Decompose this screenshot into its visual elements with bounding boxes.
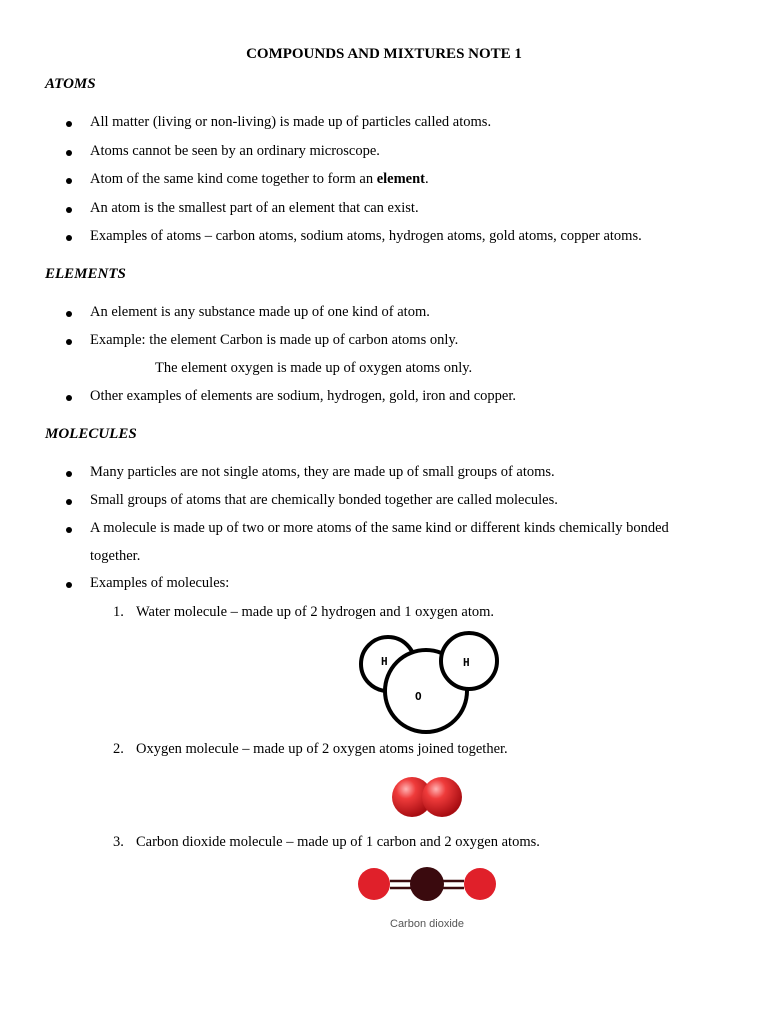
bullet-icon: [66, 527, 72, 533]
oxygen-atom-right: [464, 868, 496, 900]
bullet-icon: [66, 150, 72, 156]
atoms-item-3-bold: element: [376, 171, 426, 187]
molecules-item-4: Examples of molecules:: [90, 575, 230, 591]
molecules-item-3: A molecule is made up of two or more atoms of the same kind or different kinds chemically bonded: [90, 520, 669, 536]
example-number-2: 2.: [113, 741, 124, 757]
bullet-icon: [66, 311, 72, 317]
bullet-icon: [66, 178, 72, 184]
water-h-right-label: H: [463, 656, 470, 669]
example-text-co2: Carbon dioxide molecule – made up of 1 carbon and 2 oxygen atoms.: [136, 834, 540, 850]
molecules-item-3-continuation: together.: [90, 548, 141, 564]
bullet-icon: [66, 499, 72, 505]
bullet-icon: [66, 207, 72, 213]
elements-item-3: Other examples of elements are sodium, hydrogen, gold, iron and copper.: [90, 388, 517, 404]
oxygen-atom-left: [358, 868, 390, 900]
example-text-water: Water molecule – made up of 2 hydrogen and 1 oxygen atom.: [136, 604, 495, 620]
carbon-dioxide-diagram: [352, 862, 502, 934]
molecules-item-1: Many particles are not single atoms, they are made up of small groups of atoms.: [90, 464, 555, 480]
example-number-1: 1.: [113, 604, 124, 620]
example-number-3: 3.: [113, 834, 124, 850]
bullet-icon: [66, 395, 72, 401]
atoms-item-3-pre: Atom of the same kind come together to form an: [90, 171, 377, 187]
oxygen-atom-2: [422, 777, 462, 817]
page-title: COMPOUNDS AND MIXTURES NOTE 1: [246, 46, 522, 62]
molecules-item-2: Small groups of atoms that are chemically bonded together are called molecules.: [90, 492, 558, 508]
water-o-label: O: [415, 690, 422, 703]
oxygen-molecule-diagram: [390, 772, 470, 822]
atoms-item-1: All matter (living or non-living) is made up of particles called atoms.: [90, 114, 492, 130]
section-heading-atoms: ATOMS: [45, 76, 96, 92]
bullet-icon: [66, 471, 72, 477]
bullet-icon: [66, 235, 72, 241]
bullet-icon: [66, 121, 72, 127]
atoms-item-3-post: .: [425, 171, 429, 187]
water-h-left-label: H: [381, 655, 388, 668]
atoms-item-4: An atom is the smallest part of an element that can exist.: [90, 200, 419, 216]
section-heading-elements: ELEMENTS: [45, 266, 126, 282]
elements-item-2-continuation: The element oxygen is made up of oxygen atoms only.: [155, 360, 473, 376]
atoms-item-2: Atoms cannot be seen by an ordinary microscope.: [90, 143, 380, 159]
section-heading-molecules: MOLECULES: [45, 426, 137, 442]
atoms-item-3: [90, 171, 429, 188]
elements-item-1: An element is any substance made up of one kind of atom.: [90, 304, 430, 320]
bullet-icon: [66, 339, 72, 345]
atoms-item-5: Examples of atoms – carbon atoms, sodium atoms, hydrogen atoms, gold atoms, copper atoms.: [90, 228, 642, 244]
bullet-icon: [66, 582, 72, 588]
carbon-atom: [410, 867, 444, 901]
example-text-oxygen: Oxygen molecule – made up of 2 oxygen atoms joined together.: [136, 741, 508, 757]
co2-caption: Carbon dioxide: [390, 918, 464, 930]
water-molecule-diagram: [355, 630, 505, 736]
elements-item-2: Example: the element Carbon is made up of carbon atoms only.: [90, 332, 459, 348]
